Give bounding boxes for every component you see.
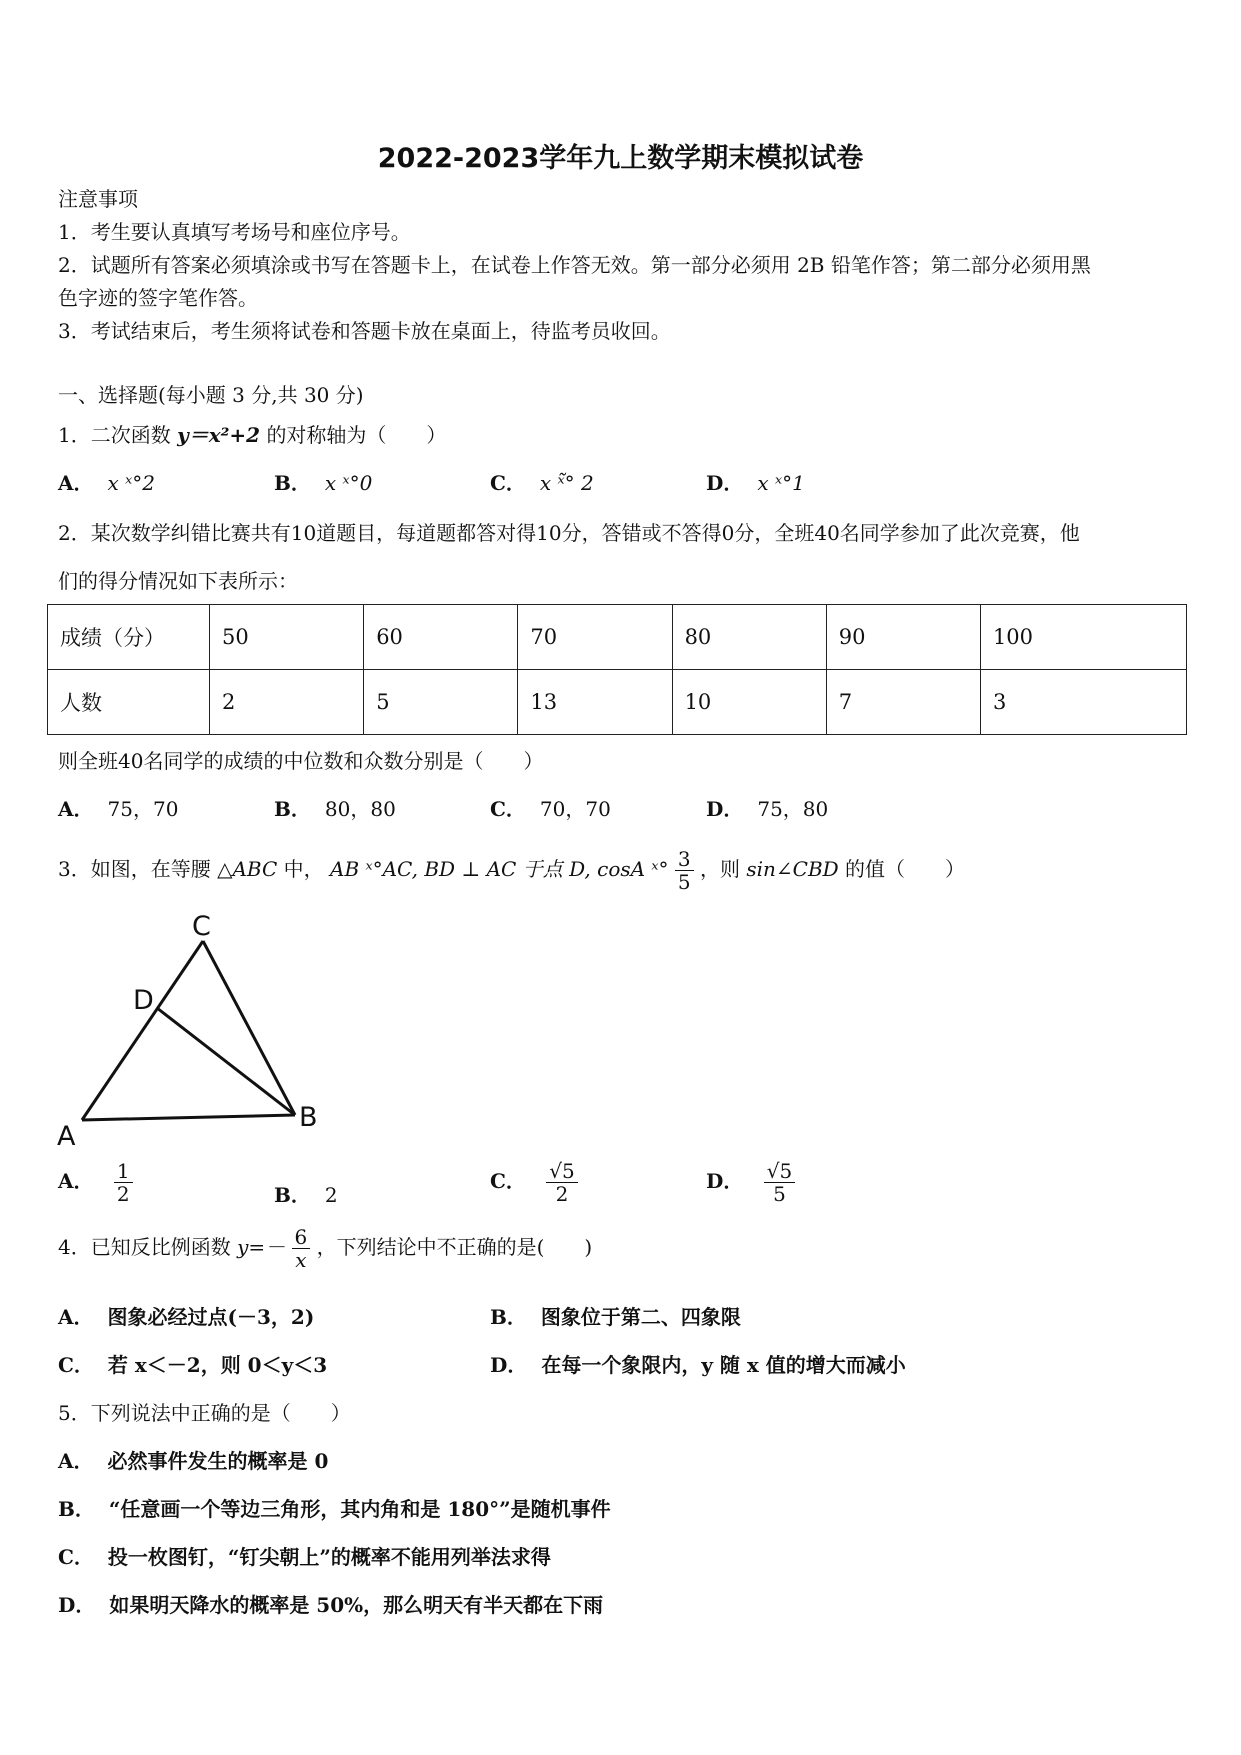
q1-stem	[58, 422, 446, 448]
q3-stem: 3．如图，在等腰 △ABC 中， AB ˣ°AC, BD ⊥ AC 于点 D, cosA ˣ° $\frac{3}{5}$ ，则 sin∠CBD 的值（ ）	[58, 847, 966, 894]
q5-option-a: A． 必然事件发生的概率是 0	[58, 1449, 329, 1473]
table-cell: 60	[364, 605, 518, 670]
fraction: $\frac{√5}{5}$	[764, 1160, 795, 1205]
table-row	[48, 670, 1187, 735]
score-table	[47, 604, 1187, 735]
q1-option-c: C． x ˣ̃° 2	[490, 471, 594, 495]
fraction: $\frac{6}{x}$	[292, 1226, 311, 1271]
q5-stem: 5．下列说法中正确的是（ ）	[58, 1401, 351, 1425]
notice-heading: 注意事项	[58, 187, 138, 211]
page-title: 2022-2023学年九上数学期末模拟试卷	[377, 143, 864, 174]
table-cell: 80	[672, 605, 826, 670]
label-d: D	[133, 985, 154, 1016]
q4-option-b: B． 图象位于第二、四象限	[490, 1305, 741, 1329]
table-cell: 50	[210, 605, 364, 670]
triangle-figure	[55, 905, 335, 1155]
q1-option-d: D． x ˣ°1	[706, 471, 805, 495]
table-header-cell: 人数	[48, 670, 210, 735]
q3-target: sin∠CBD	[746, 857, 839, 881]
side-cb	[203, 941, 295, 1115]
fraction: $\frac{√5}{2}$	[546, 1160, 577, 1205]
q5-option-d: D． 如果明天降水的概率是 50%，那么明天有半天都在下雨	[58, 1593, 604, 1617]
notice-item: 色字迹的签字笔作答。	[58, 286, 258, 310]
q3-fraction: $\frac{3}{5}$	[675, 848, 694, 893]
label-b: B	[299, 1102, 318, 1133]
q1-formula: y＝x²+2	[177, 423, 261, 447]
q2-stem-line2: 们的得分情况如下表所示：	[58, 569, 298, 593]
q2-option-c: C． 70，70	[490, 797, 611, 821]
table-cell: 3	[980, 670, 1186, 735]
q3-option-a: A． $\frac{1}{2}$	[58, 1160, 133, 1205]
notice-item: 3．考试结束后，考生须将试卷和答题卡放在桌面上，待监考员收回。	[58, 319, 671, 343]
table-header-cell: 成绩（分）	[48, 605, 210, 670]
fraction: $\frac{1}{2}$	[114, 1160, 133, 1205]
q5-option-c: C． 投一枚图钉，“钉尖朝上”的概率不能用列举法求得	[58, 1545, 551, 1569]
q2-question: 则全班40名同学的成绩的中位数和众数分别是（ ）	[58, 749, 544, 773]
side-ab	[82, 1115, 295, 1120]
notice-item: 1．考生要认真填写考场号和座位序号。	[58, 220, 411, 244]
table-cell: 5	[364, 670, 518, 735]
section-heading: 一、选择题(每小题 3 分,共 30 分)	[58, 383, 364, 407]
q3-option-b: B． 2	[274, 1183, 338, 1207]
q1-option-a: A． x ˣ°2	[58, 471, 155, 495]
q4-option-d: D． 在每一个象限内，y 随 x 值的增大而减小	[490, 1353, 906, 1377]
table-cell: 7	[826, 670, 980, 735]
table-cell: 90	[826, 605, 980, 670]
segment-bd	[157, 1008, 295, 1115]
table-cell: 13	[518, 670, 672, 735]
q1-stem-prefix: 1．二次函数	[58, 423, 171, 447]
table-cell: 10	[672, 670, 826, 735]
notice-item: 2．试题所有答案必须填涂或书写在答题卡上，在试卷上作答无效。第一部分必须用 2B 铅笔作答；第二部分必须用黑	[58, 253, 1091, 277]
q1-option-b: B． x ˣ°0	[274, 471, 373, 495]
q3-option-d: D． $\frac{√5}{5}$	[706, 1160, 795, 1205]
q3-condition: AB ˣ°AC, BD ⊥ AC 于点 D, cosA ˣ°	[330, 857, 669, 881]
q4-stem: 4．已知反比例函数 y=－ $\frac{6}{x}$ ，下列结论中不正确的是( )	[58, 1225, 593, 1272]
label-c: C	[192, 911, 211, 942]
table-row	[48, 605, 1187, 670]
table-cell: 70	[518, 605, 672, 670]
table-cell: 100	[980, 605, 1186, 670]
q2-stem-line1: 2．某次数学纠错比赛共有10道题目，每道题都答对得10分，答错或不答得0分，全班40名同学参加了此次竞赛，他	[58, 521, 1080, 545]
q3-option-c: C． $\frac{√5}{2}$	[490, 1160, 578, 1205]
q3-triangle: △ABC	[217, 857, 278, 881]
q4-option-c: C． 若 x＜－2，则 0＜y＜3	[58, 1353, 328, 1377]
q2-option-d: D． 75，80	[706, 797, 829, 821]
q4-option-a: A． 图象必经过点(－3，2)	[58, 1305, 315, 1329]
q1-stem-suffix: 的对称轴为（ ）	[266, 423, 447, 447]
q2-option-a: A． 75，70	[58, 797, 179, 821]
label-a: A	[57, 1121, 76, 1152]
q2-option-b: B． 80，80	[274, 797, 396, 821]
q5-option-b: B． “任意画一个等边三角形，其内角和是 180°”是随机事件	[58, 1497, 611, 1521]
table-cell: 2	[210, 670, 364, 735]
